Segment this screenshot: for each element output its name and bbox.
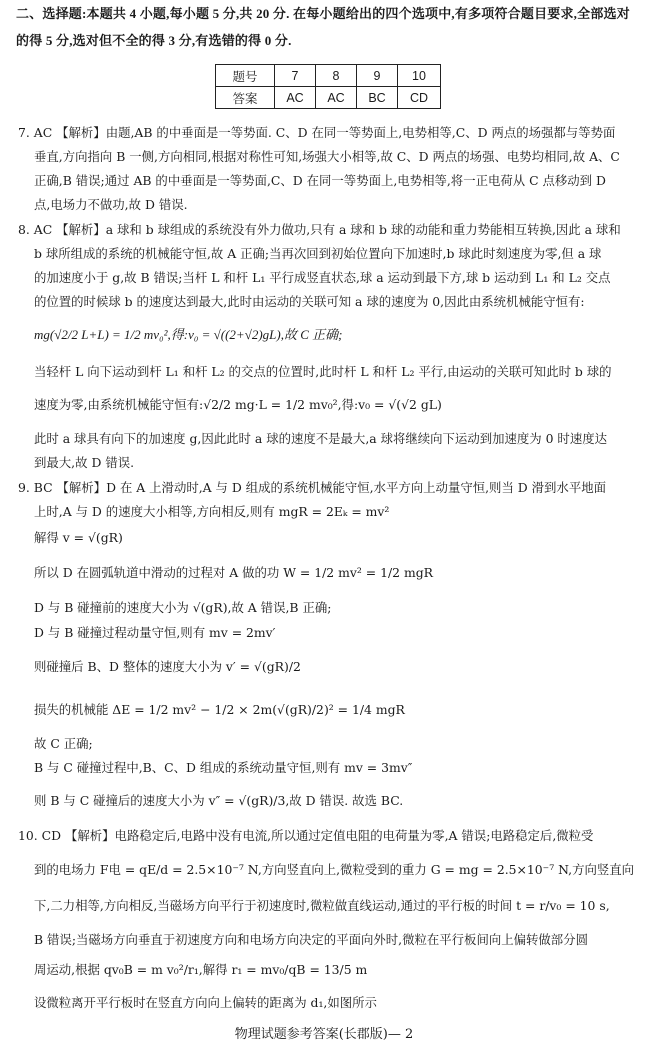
q10-equation: 到的电场力 F电 = qE/d = 2.5×10⁻⁷ N,方向竖直向上,微粒受到的重力 G = mg = 2.5×10⁻⁷ N,方向竖直向 (34, 862, 635, 877)
q9-line: D 与 B 碰撞前的速度大小为 √(gR),故 A 错误,B 正确; (34, 600, 332, 615)
q9-equation: 所以 D 在圆弧轨道中滑动的过程对 A 做的功 W = 1/2 mv² = 1/2 mgR (34, 565, 433, 580)
q9-line: D 与 B 碰撞过程动量守恒,则有 mv = 2mv′ (34, 625, 276, 640)
q9-equation: 则碰撞后 B、D 整体的速度大小为 v′ = √(gR)/2 (34, 659, 301, 674)
q7-line: 7. AC 【解析】由题,AB 的中垂面是一等势面. C、D 在同一等势面上,电势相等,C、D 两点的场强都与等势面 (18, 125, 616, 140)
q8-line: 当轻杆 L 向下运动到杆 L₁ 和杆 L₂ 的交点的位置时,此时杆 L 和杆 L₂ 平行,由运动的关联可知此时 b 球的 (34, 364, 612, 379)
page-footer: 物理试题参考答案(长郡版)— 2 (234, 1027, 414, 1042)
answer-table-number: 9 (357, 65, 398, 87)
answer-table-number: 8 (316, 65, 357, 87)
answer-table-row-label: 答案 (216, 87, 275, 109)
answer-table-header-row (216, 65, 441, 87)
answer-table-number: 10 (398, 65, 441, 87)
section-heading-line-1: 二、选择题:本题共 4 小题,每小题 5 分,共 20 分. 在每小题给出的四个选项中,有多项符合题目要求,全部选对 (16, 6, 630, 21)
q8-line: 到最大,故 D 错误. (34, 455, 135, 470)
q9-line: 故 C 正确; (34, 736, 93, 751)
q8-equation: mg(√2/2 L+L) = 1/2 mv₀²,得:v₀ = √((2+√2)gL),故 C 正确; (34, 327, 343, 342)
q10-line: B 错误;当磁场方向垂直于初速度方向和电场方向决定的平面向外时,微粒在平行板间向上偏转做部分圆 (34, 932, 588, 947)
q9-equation: 解得 v = √(gR) (34, 530, 123, 545)
q8-line: 的位置的时候球 b 的速度达到最大,此时由运动的关联可知 a 球的速度为 0,因此由系统机械能守恒有: (34, 294, 585, 309)
q9-line: B 与 C 碰撞过程中,B、C、D 组成的系统动量守恒,则有 mv = 3mv″ (34, 760, 413, 775)
answer-table-answer-row (216, 87, 441, 109)
q10-line: 10. CD 【解析】电路稳定后,电路中没有电流,所以通过定值电阻的电荷量为零,A 错误;电路稳定后,微粒受 (18, 828, 594, 843)
answer-table (215, 64, 441, 109)
q8-line: 此时 a 球具有向下的加速度 g,因此此时 a 球的速度不是最大,a 球将继续向下运动到加速度为 0 时速度达 (34, 431, 607, 446)
q10-equation: 周运动,根据 qv₀B = m v₀²/r₁,解得 r₁ = mv₀/qB = 13/5 m (34, 962, 368, 977)
answer-table-answer: BC (357, 87, 398, 109)
q7-line: 正确,B 错误;通过 AB 的中垂面是一等势面,C、D 在同一等势面上,电势相等,将一正电荷从 C 点移动到 D (34, 173, 606, 188)
q9-equation: 损失的机械能 ΔE = 1/2 mv² − 1/2 × 2m(√(gR)/2)² = 1/4 mgR (34, 702, 405, 717)
answer-table-header-label: 题号 (216, 65, 275, 87)
q8-equation: 速度为零,由系统机械能守恒有:√2/2 mg·L = 1/2 mv₀²,得:v₀ = √(√2 gL) (34, 397, 442, 412)
q8-line: b 球所组成的系统的机械能守恒,故 A 正确;当再次回到初始位置向下加速时,b 球此时刻速度为零,但 a 球 (34, 246, 602, 261)
q10-line: 设微粒离开平行板时在竖直方向向上偏转的距离为 d₁,如图所示 (34, 995, 377, 1010)
answer-table-answer: AC (275, 87, 316, 109)
q7-line: 垂直,方向指向 B 一侧,方向相同,根据对称性可知,场强大小相等,故 C、D 两点的场强、电势均相同,故 A、C (34, 149, 620, 164)
answer-table-number: 7 (275, 65, 316, 87)
q9-line: 9. BC 【解析】D 在 A 上滑动时,A 与 D 组成的系统机械能守恒,水平方向上动量守恒,则当 D 滑到水平地面 (18, 480, 606, 495)
q10-equation: 下,二力相等,方向相反,当磁场方向平行于初速度时,微粒做直线运动,通过的平行板的时间 t = r/v₀ = 10 s, (34, 898, 610, 913)
q9-equation: 则 B 与 C 碰撞后的速度大小为 v″ = √(gR)/3,故 D 错误. 故选 BC. (34, 793, 404, 808)
q8-line: 的加速度小于 g,故 B 错误;当杆 L 和杆 L₁ 平行成竖直状态,球 a 运动到最下方,球 b 运动到 L₁ 和 L₂ 交点 (34, 270, 611, 285)
q8-line: 8. AC 【解析】a 球和 b 球组成的系统没有外力做功,只有 a 球和 b 球的动能和重力势能相互转换,因此 a 球和 (18, 222, 621, 237)
q9-line: 上时,A 与 D 的速度大小相等,方向相反,则有 mgR = 2Eₖ = mv² (34, 504, 390, 519)
q7-line: 点,电场力不做功,故 D 错误. (34, 197, 188, 212)
section-heading-line-2: 的得 5 分,选对但不全的得 3 分,有选错的得 0 分. (16, 33, 292, 48)
answer-table-answer: CD (398, 87, 441, 109)
answer-table-answer: AC (316, 87, 357, 109)
